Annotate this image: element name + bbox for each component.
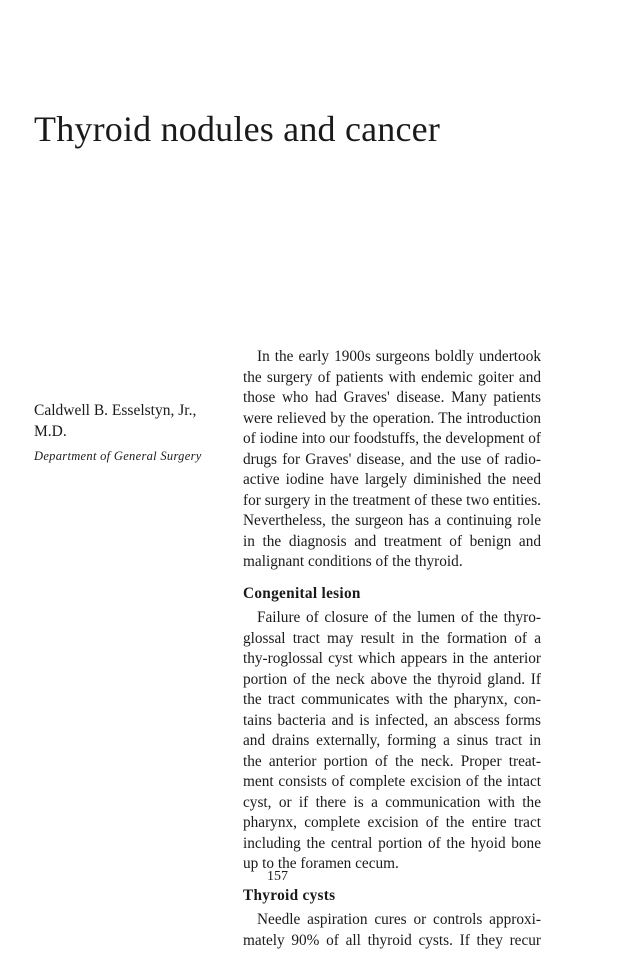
section-paragraph-congenital-lesion: Failure of closure of the lumen of the thyro-glossal tract may result in the formation of a thy-roglossal cyst which appears in the anterior portion of the neck above the thyroid gland. If the tract communicates with the pharynx, con-tains bacteria and is infected, an abscess forms and drains externally, forming a sinus tract in the anterior portion of the neck. Proper treat-ment consists of complete excision of the intact cyst, or if there is a communication with the pharynx, complete excision of the entire tract including the central portion of the hyoid bone up to the foramen cecum. (243, 609, 541, 872)
section-paragraph-thyroid-cysts: Needle aspiration cures or controls approxi-mately 90% of all thyroid cysts. If they recur (243, 911, 541, 949)
page-number: 157 (267, 869, 288, 884)
section-heading-thyroid-cysts: Thyroid cysts (243, 886, 336, 904)
author-block (34, 400, 224, 465)
author-name-line2: M.D. (34, 423, 67, 440)
author-name-line1: Caldwell B. Esselstyn, Jr., (34, 402, 197, 419)
intro-paragraph: In the early 1900s surgeons boldly undertook the surgery of patients with endemic goiter and those who had Graves' disease. Many patients were relieved by the operation. The introduction of iodine into our foodstuffs, the development of drugs for Graves' disease, and the use of radio-active iodine have largely diminished the need for surgery in the treatment of these two entities. Nevertheless, the surgeon has a continuing role in the diagnosis and treatment of benign and malignant conditions of the thyroid. (243, 348, 541, 570)
article-title: Thyroid nodules and cancer (34, 109, 441, 149)
author-department: Department of General Surgery (34, 449, 202, 463)
author-name (34, 400, 224, 442)
section-heading-congenital-lesion: Congenital lesion (243, 584, 361, 602)
article-body (243, 347, 541, 951)
